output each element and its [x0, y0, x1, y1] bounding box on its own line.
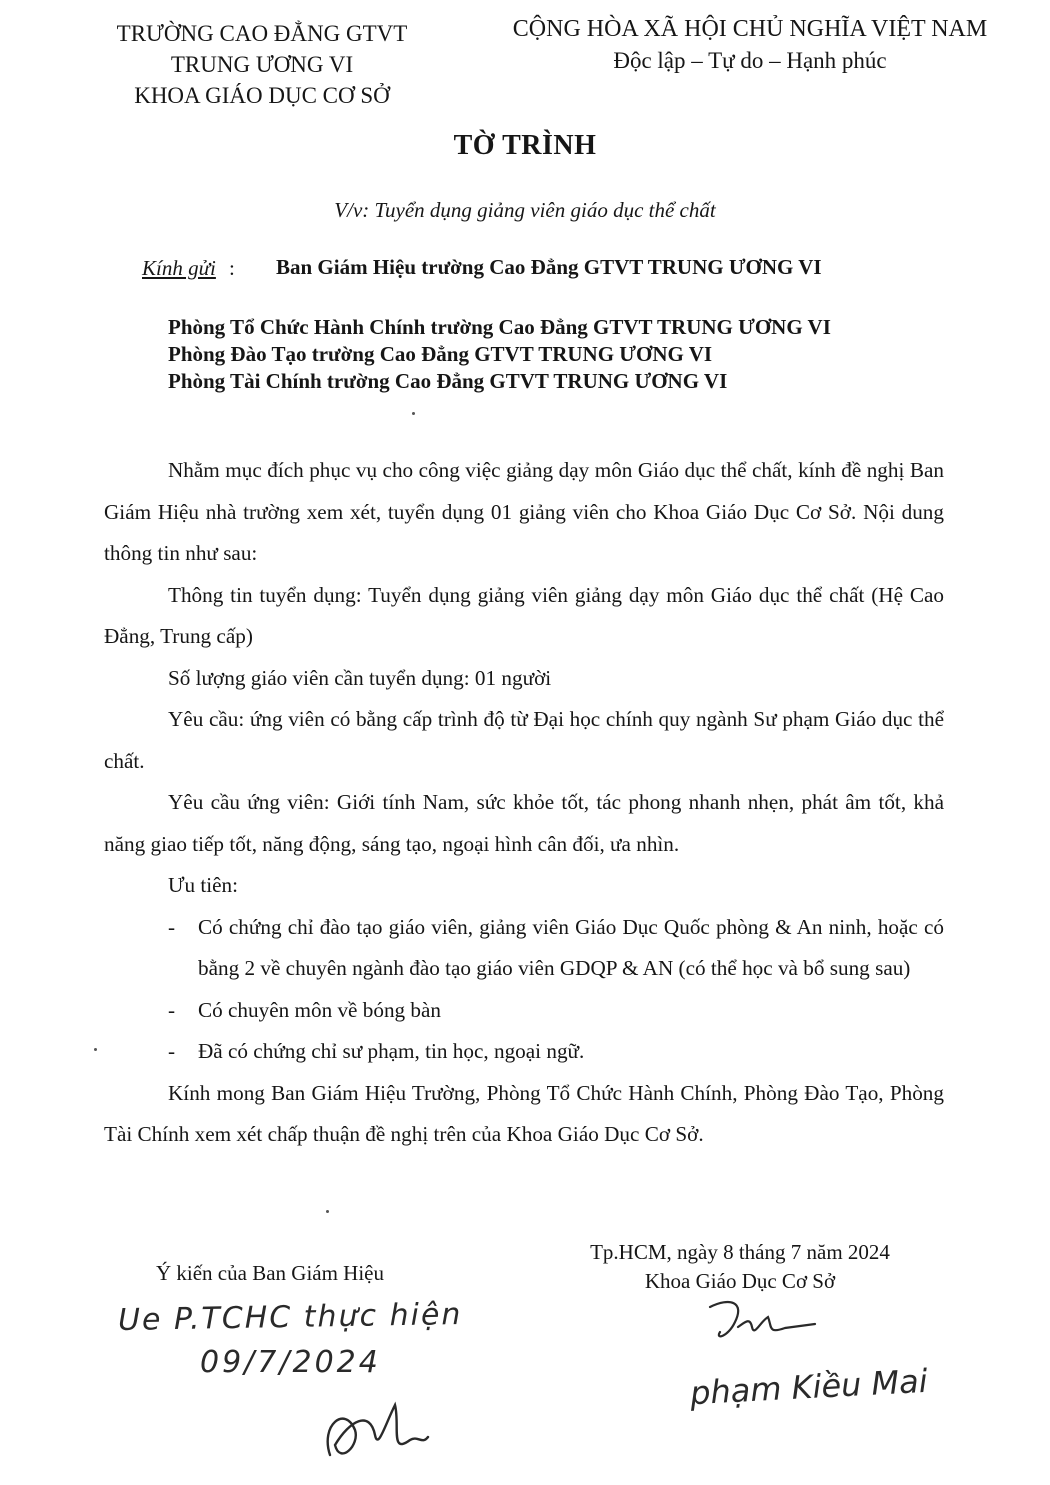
document-title: TỜ TRÌNH	[453, 130, 597, 161]
recipient-item: Phòng Tài Chính trường Cao Đẳng GTVT TRUNG ƯƠNG VI	[168, 369, 728, 393]
signing-unit: Khoa Giáo Dục Cơ Sở	[644, 1269, 836, 1293]
signer-signature	[690, 1292, 830, 1352]
priority-text: Có chuyên môn về bóng bàn	[198, 997, 442, 1022]
recipients-colon: :	[229, 256, 235, 280]
recipients-list	[168, 314, 831, 395]
bullet-dash: -	[168, 997, 176, 1022]
recipient-item: Phòng Đào Tạo trường Cao Đẳng GTVT TRUNG ƯƠNG VI	[168, 342, 713, 366]
list-item	[104, 990, 944, 1032]
handwritten-date: 09/7/2024	[200, 1345, 381, 1380]
header-nation	[490, 14, 1010, 76]
priority-list	[104, 907, 944, 1073]
signature-block	[555, 1238, 925, 1296]
document-body	[104, 450, 944, 1156]
approval-label: Ý kiến của Ban Giám Hiệu	[155, 1261, 385, 1285]
recipient-main: Ban Giám Hiệu trường Cao Đẳng GTVT TRUNG ƯƠNG VI	[276, 255, 822, 279]
recipient-item: Phòng Tổ Chức Hành Chính trường Cao Đẳng GTVT TRUNG ƯƠNG VI	[168, 315, 831, 339]
org-line-3: KHOA GIÁO DỤC CƠ SỞ	[134, 83, 390, 108]
header-organization	[92, 18, 432, 111]
body-requirement: Yêu cầu: ứng viên có bằng cấp trình độ từ Đại học chính quy ngành Sư phạm Giáo dục thể chất.	[104, 707, 944, 773]
org-line-2: TRUNG ƯƠNG VI	[170, 52, 354, 77]
scan-speck	[326, 1210, 329, 1213]
handwritten-note: Ue P.TCHC thực hiện	[117, 1296, 463, 1339]
bullet-dash: -	[168, 1039, 176, 1063]
nation-motto: Độc lập – Tự do – Hạnh phúc	[613, 48, 887, 73]
body-closing: Kính mong Ban Giám Hiệu Trường, Phòng Tổ Chức Hành Chính, Phòng Đào Tạo, Phòng Tài Chính xem xét chấp thuận đề nghị trên của Khoa Giáo Dục Cơ Sở.	[104, 1080, 944, 1146]
place-date: Tp.HCM, ngày 8 tháng 7 năm 2024	[590, 1240, 890, 1264]
approver-signature	[300, 1385, 450, 1475]
body-priority-label: Ưu tiên:	[168, 873, 238, 897]
org-line-1: TRƯỜNG CAO ĐẲNG GTVT	[116, 21, 408, 46]
scan-speck	[94, 1048, 97, 1051]
list-item	[104, 1031, 944, 1073]
handwritten-signer-name: phạm Kiều Mai	[689, 1361, 929, 1413]
document-subject: V/v: Tuyển dụng giảng viên giáo dục thể chất	[334, 198, 716, 222]
bullet-dash: -	[168, 914, 176, 939]
body-quantity: Số lượng giáo viên cần tuyển dụng: 01 người	[168, 665, 552, 690]
nation-name: CỘNG HÒA XÃ HỘI CHỦ NGHĨA VIỆT NAM	[512, 16, 988, 42]
body-intro: Nhằm mục đích phục vụ cho công việc giảng dạy môn Giáo dục thể chất, kính đề nghị Ban Giám Hiệu nhà trường xem xét, tuyển dụng 01 giảng viên cho Khoa Giáo Dục Cơ Sở. Nội dung thông tin như sau:	[104, 458, 944, 565]
body-candidate-requirement: Yêu cầu ứng viên: Giới tính Nam, sức khỏe tốt, tác phong nhanh nhẹn, phát âm tốt, khả năng giao tiếp tốt, năng động, sáng tạo, ngoại hình cân đối, ưa nhìn.	[104, 790, 944, 856]
scan-speck	[412, 412, 415, 415]
body-info: Thông tin tuyển dụng: Tuyển dụng giảng viên giảng dạy môn Giáo dục thể chất (Hệ Cao Đẳng, Trung cấp)	[104, 582, 944, 648]
list-item	[104, 907, 944, 990]
recipients-label: Kính gửi	[142, 256, 216, 280]
priority-text: Có chứng chỉ đào tạo giáo viên, giảng viên Giáo Dục Quốc phòng & An ninh, hoặc có bằng 2 về chuyên ngành đào tạo giáo viên GDQP & AN (có thể học và bổ sung sau)	[198, 914, 944, 980]
priority-text: Đã có chứng chỉ sư phạm, tin học, ngoại ngữ.	[198, 1039, 585, 1063]
